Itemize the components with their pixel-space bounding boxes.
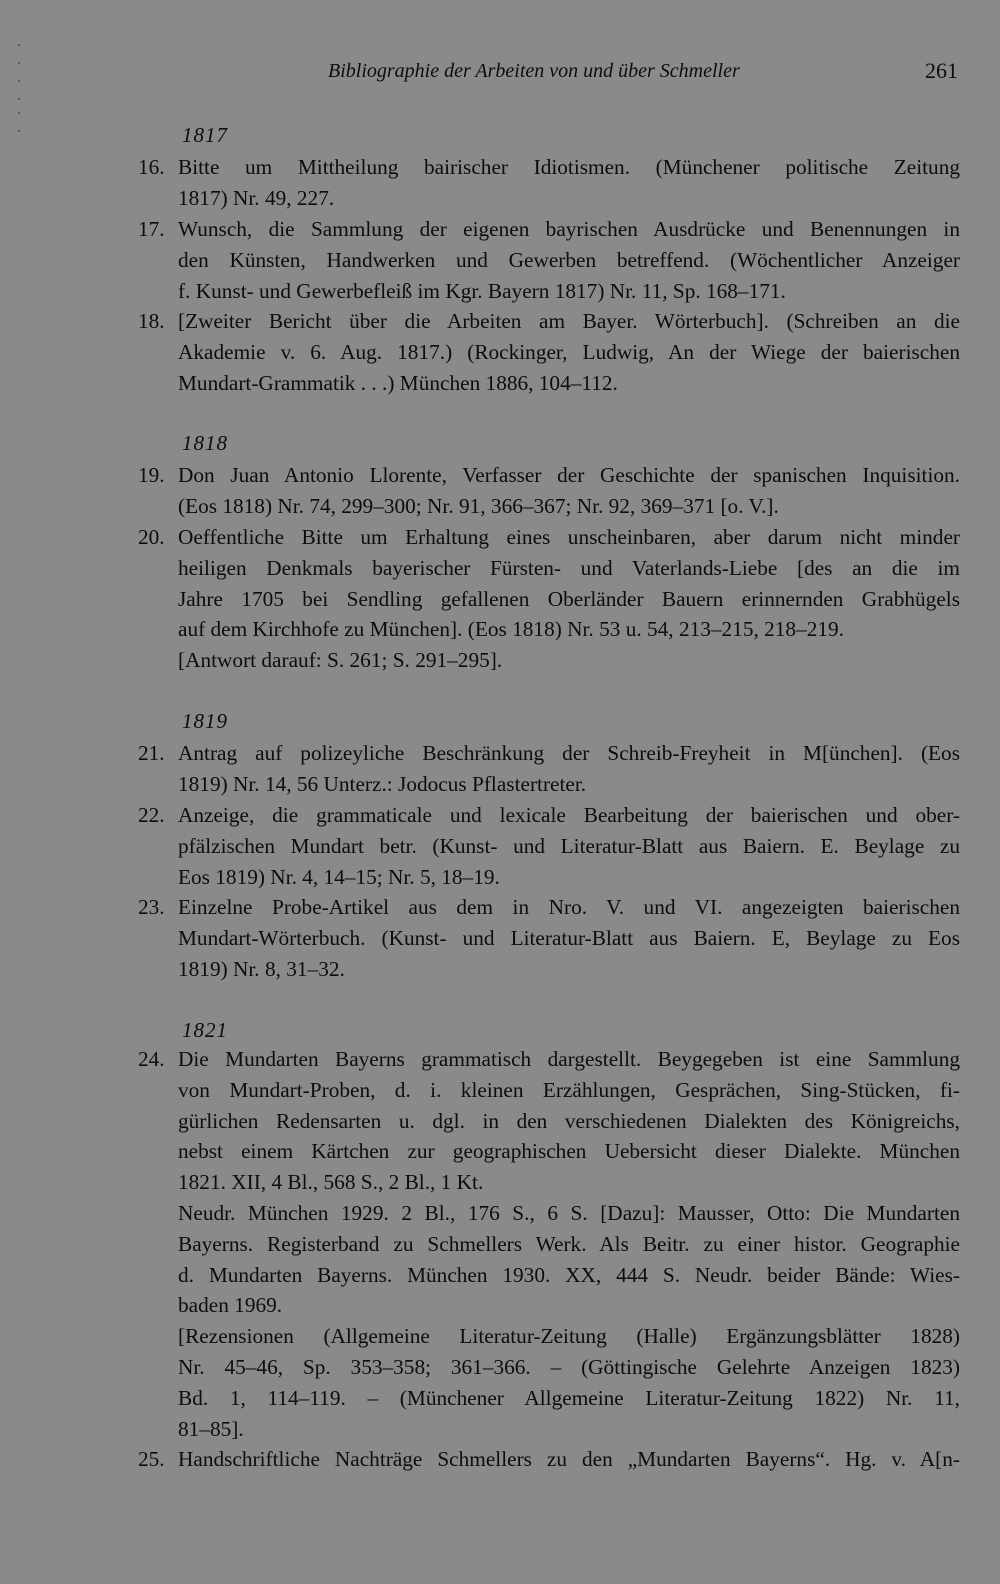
entry-line: Anzeige, die grammaticale und lexicale Bearbeitung der baierischen und ober- <box>178 803 960 827</box>
entry-line: 81–85]. <box>178 1416 244 1441</box>
entry-line: den Künsten, Handwerken und Gewerben betreffend. (Wöchentlicher Anzeiger <box>178 247 960 272</box>
margin-scan-marks <box>14 40 24 140</box>
entry-number: 20. <box>138 525 165 549</box>
entry-number: 19. <box>138 463 165 487</box>
entry-text <box>178 460 960 522</box>
entry-text <box>178 892 960 984</box>
entry-line: Antrag auf polizeyliche Beschränkung der Schreib-Freyheit in M[ünchen]. (Eos <box>178 741 960 765</box>
entry-line: heiligen Denkmals bayerischer Fürsten- und Vaterlands-Liebe [des an die im <box>178 555 960 580</box>
entry-line: 1819) Nr. 8, 31–32. <box>178 956 345 981</box>
running-title: Bibliographie der Arbeiten von und über Schmeller <box>328 60 740 82</box>
entry-line: Bd. 1, 114–119. – (Münchener Allgemeine Literatur-Zeitung 1822) Nr. 11, <box>178 1385 960 1410</box>
entry-line: 1821. XII, 4 Bl., 568 S., 2 Bl., 1 Kt. <box>178 1170 484 1195</box>
entry-line: Mundart-Grammatik . . .) München 1886, 104–112. <box>178 370 618 395</box>
entry-line: [Rezensionen (Allgemeine Literatur-Zeitung (Halle) Ergänzungsblätter 1828) <box>178 1324 960 1349</box>
entry-text <box>178 306 960 398</box>
entry-text <box>178 522 960 676</box>
entry-line: d. Mundarten Bayerns. München 1930. XX, 444 S. Neudr. beider Bände: Wies- <box>178 1262 960 1287</box>
entry-line: (Eos 1818) Nr. 74, 299–300; Nr. 91, 366–367; Nr. 92, 369–371 [o. V.]. <box>178 493 779 518</box>
entry-line: pfälzischen Mundart betr. (Kunst- und Literatur-Blatt aus Baiern. E. Beylage zu <box>178 833 960 858</box>
entry-number: 16. <box>138 155 165 179</box>
entry-line: 1819) Nr. 14, 56 Unterz.: Jodocus Pflastertreter. <box>178 771 587 796</box>
entry-line: nebst einem Kärtchen zur geographischen Uebersicht dieser Dialekte. München <box>178 1139 960 1164</box>
entry-line: von Mundart-Proben, d. i. kleinen Erzählungen, Gesprächen, Sing-Stücken, fi- <box>178 1077 960 1102</box>
running-head <box>0 57 1000 87</box>
year-heading: 1818 <box>182 431 228 455</box>
entry-line: Bayerns. Registerband zu Schmellers Werk. Als Beitr. zu einer histor. Geographie <box>178 1231 960 1256</box>
entry-line: Die Mundarten Bayerns grammatisch dargestellt. Beygegeben ist eine Sammlung <box>178 1047 960 1071</box>
entry-line: [Zweiter Bericht über die Arbeiten am Bayer. Wörterbuch]. (Schreiben an die <box>178 309 960 333</box>
entry-line: Don Juan Antonio Llorente, Verfasser der Geschichte der spanischen Inquisition. <box>178 463 960 487</box>
entry-line: baden 1969. <box>178 1293 283 1318</box>
entry-line: auf dem Kirchhofe zu München]. (Eos 1818) Nr. 53 u. 54, 213–215, 218–219. <box>178 617 844 642</box>
year-heading: 1817 <box>182 123 228 147</box>
entry-line: f. Kunst- und Gewerbefleiß im Kgr. Bayern 1817) Nr. 11, Sp. 168–171. <box>178 278 786 303</box>
entry-line: [Antwort darauf: S. 261; S. 291–295]. <box>178 648 503 673</box>
year-heading: 1821 <box>182 1018 228 1042</box>
entry-line: Bitte um Mittheilung bairischer Idiotismen. (Münchener politische Zeitung <box>178 155 960 179</box>
entry-line: Neudr. München 1929. 2 Bl., 176 S., 6 S. [Dazu]: Mausser, Otto: Die Mundarten <box>178 1200 960 1225</box>
entry-line: Mundart-Wörterbuch. (Kunst- und Literatur-Blatt aus Baiern. E, Beylage zu Eos <box>178 925 960 950</box>
entry-line: Nr. 45–46, Sp. 353–358; 361–366. – (Göttingische Gelehrte Anzeigen 1823) <box>178 1354 960 1379</box>
entry-line: gürlichen Redensarten u. dgl. in den verschiedenen Dialekten des Königreichs, <box>178 1108 960 1133</box>
entry-line: Handschriftliche Nachträge Schmellers zu den „Mundarten Bayerns“. Hg. v. A[n- <box>178 1447 960 1471</box>
page-number: 261 <box>925 58 958 83</box>
entry-line: 1817) Nr. 49, 227. <box>178 185 335 210</box>
entry-line: Jahre 1705 bei Sendling gefallenen Oberländer Bauern erinnernden Grabhügels <box>178 586 960 611</box>
entry-text <box>178 738 960 800</box>
entry-line: Wunsch, die Sammlung der eigenen bayrischen Ausdrücke und Benennungen in <box>178 217 960 241</box>
entry-line: Akademie v. 6. Aug. 1817.) (Rockinger, Ludwig, An der Wiege der baierischen <box>178 339 960 364</box>
entry-text <box>178 800 960 892</box>
entry-line: Oeffentliche Bitte um Erhaltung eines unscheinbaren, aber darum nicht minder <box>178 525 960 549</box>
entry-number: 25. <box>138 1447 165 1471</box>
entry-number: 17. <box>138 217 165 241</box>
year-heading: 1819 <box>182 709 228 733</box>
entry-line: Einzelne Probe-Artikel aus dem in Nro. V. und VI. angezeigten baierischen <box>178 895 960 919</box>
entry-number: 23. <box>138 895 165 919</box>
entry-line: Eos 1819) Nr. 4, 14–15; Nr. 5, 18–19. <box>178 864 500 889</box>
entry-number: 24. <box>138 1047 165 1071</box>
entry-text <box>178 1444 960 1475</box>
entry-number: 22. <box>138 803 165 827</box>
entry-text <box>178 1044 960 1444</box>
entry-number: 21. <box>138 741 165 765</box>
entry-text <box>178 214 960 306</box>
entry-number: 18. <box>138 309 165 333</box>
entry-text <box>178 152 960 214</box>
